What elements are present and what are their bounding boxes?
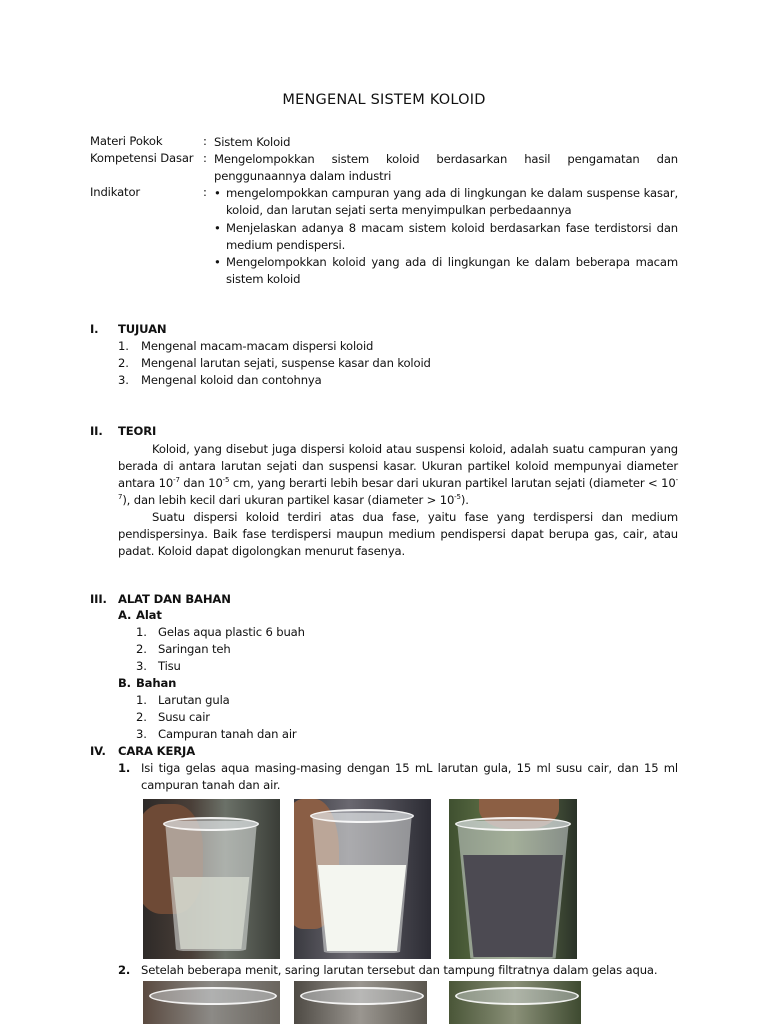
list-number: 3. <box>136 659 147 673</box>
colon: : <box>203 151 207 165</box>
bullet-icon: • <box>214 221 221 235</box>
section-title-teori: TEORI <box>118 424 157 438</box>
indikator-label: Indikator <box>90 185 141 199</box>
section-number: I. <box>90 322 99 336</box>
subsection-letter: A. <box>118 608 132 622</box>
list-number: 2. <box>118 356 129 370</box>
list-item: Mengenal koloid dan contohnya <box>141 373 322 387</box>
list-number: 3. <box>136 727 147 741</box>
teori-paragraphs <box>118 441 678 560</box>
section-number: III. <box>90 592 107 606</box>
teori-paragraph-2: Suatu dispersi koloid terdiri atas dua fase, yaitu fase yang terdispersi dan medium pendispersinya. Baik fase terdispersi maupun medium pendispersi dapat berupa gas, cair, atau padat. Koloid dapat digolongkan menurut fasenya. <box>118 510 678 558</box>
photo-filtrate-1 <box>143 981 280 1024</box>
subsection-letter: B. <box>118 676 131 690</box>
kompetensi-value-line1: Mengelompokkan sistem koloid berdasarkan hasil pengamatan dan <box>214 152 678 166</box>
colon: : <box>203 185 207 199</box>
list-item: Mengenal larutan sejati, suspense kasar dan koloid <box>141 356 431 370</box>
step-text-line1: Isi tiga gelas aqua masing-masing dengan 15 mL larutan gula, 15 ml susu cair, dan 15 ml <box>141 761 678 775</box>
photo-sugar-solution <box>143 799 280 959</box>
step-text-line2: campuran tanah dan air. <box>141 778 281 792</box>
section-title-cara-kerja: CARA KERJA <box>118 744 196 758</box>
section-number: II. <box>90 424 103 438</box>
list-number: 1. <box>136 625 147 639</box>
subsection-title-alat: Alat <box>136 608 162 622</box>
step-number: 2. <box>118 963 131 977</box>
photo-filtrate-3 <box>449 981 581 1024</box>
indikator-text: mengelompokkan campuran yang ada di lingkungan ke dalam suspense kasar, koloid, dan larutan sejati serta menyimpulkan perbedaannya <box>226 186 678 217</box>
kompetensi-label: Kompetensi Dasar <box>90 151 194 165</box>
bullet-icon: • <box>214 186 221 200</box>
list-item: Campuran tanah dan air <box>158 727 297 741</box>
subsection-title-bahan: Bahan <box>136 676 177 690</box>
list-number: 2. <box>136 710 147 724</box>
list-number: 3. <box>118 373 129 387</box>
indikator-text: Mengelompokkan koloid yang ada di lingkungan ke dalam beberapa macam sistem koloid <box>226 255 678 286</box>
teori-paragraph-1: Koloid, yang disebut juga dispersi koloid atau suspensi koloid, adalah suatu campuran yang berada di antara larutan sejati dan suspensi kasar. Ukuran partikel koloid mempunyai diameter antara $10^{-7}$ dan $10^{-5}$ cm, yang berarti lebih besar dari ukuran partikel larutan sejati (diameter < $10^{-7}$), dan lebih kecil dari ukuran partikel kasar (diameter > $10^{-5}$). <box>118 442 678 507</box>
step-text: Setelah beberapa menit, saring larutan tersebut dan tampung filtratnya dalam gelas aqua. <box>141 963 658 977</box>
photo-filtrate-2 <box>294 981 427 1024</box>
page-title: MENGENAL SISTEM KOLOID <box>282 92 486 108</box>
photo-soil-water <box>449 799 577 959</box>
section-title-tujuan: TUJUAN <box>118 322 167 336</box>
list-item: Saringan teh <box>158 642 231 656</box>
list-item: Gelas aqua plastic 6 buah <box>158 625 305 639</box>
bullet-icon: • <box>214 255 221 269</box>
materi-label: Materi Pokok <box>90 134 163 148</box>
step-number: 1. <box>118 761 131 775</box>
colon: : <box>203 134 207 148</box>
photo-milk <box>294 799 431 959</box>
kompetensi-value-line2: penggunaannya dalam industri <box>214 169 392 183</box>
section-title-alat-bahan: ALAT DAN BAHAN <box>118 592 231 606</box>
list-item: Mengenal macam-macam dispersi koloid <box>141 339 374 353</box>
list-item: Susu cair <box>158 710 210 724</box>
indikator-text: Menjelaskan adanya 8 macam sistem koloid berdasarkan fase terdistorsi dan medium pendispersi. <box>226 221 678 252</box>
list-item: Larutan gula <box>158 693 230 707</box>
materi-value: Sistem Koloid <box>214 135 291 149</box>
list-number: 1. <box>118 339 129 353</box>
section-number: IV. <box>90 744 106 758</box>
list-number: 2. <box>136 642 147 656</box>
list-number: 1. <box>136 693 147 707</box>
list-item: Tisu <box>158 659 181 673</box>
